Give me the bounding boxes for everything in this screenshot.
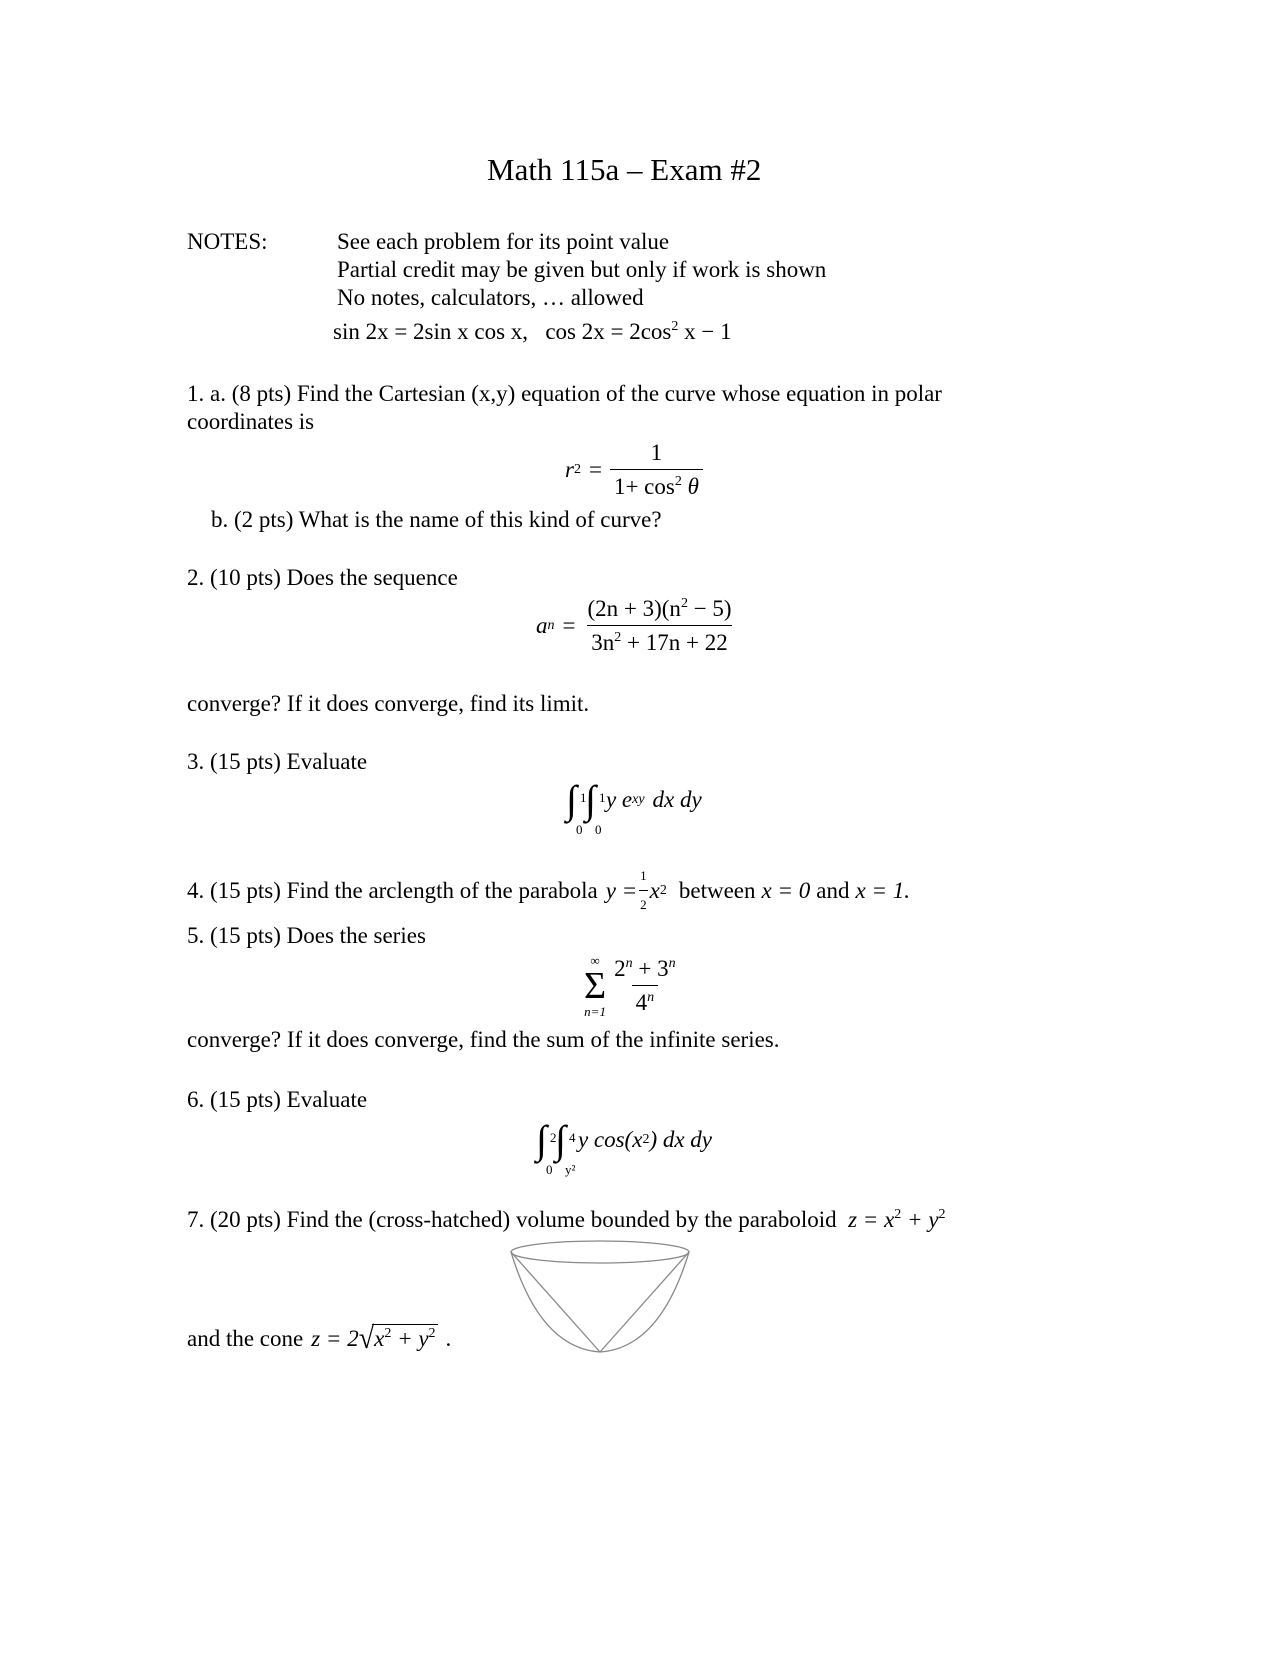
p7-rad-exp-1: 2 [384, 1326, 392, 1341]
p2-num-b: − 5) [687, 596, 732, 621]
notes-line-2: Partial credit may be given but only if work is shown [337, 257, 827, 282]
p2-lhs: a [536, 613, 548, 638]
p3-diff: dx dy [652, 787, 702, 812]
figure-cone-left [511, 1252, 600, 1352]
figure-cone-right [600, 1252, 689, 1352]
p1-den-var: θ [687, 474, 699, 499]
p7-rad-a: x [374, 1326, 385, 1351]
p3-lower-1: 0 [576, 822, 583, 837]
p7-eq1-b: + y [901, 1207, 939, 1232]
p5-den-exp: n [647, 990, 655, 1005]
p7-sqrt-sign: √ [358, 1320, 375, 1355]
p1-lhs: r [565, 457, 574, 482]
p7-text-b: and the cone [187, 1325, 304, 1351]
problem-1-equation: r 2 = $\frac{1}{1+ \cos^2 \theta}$ [565, 440, 703, 500]
problem-2-text-2: converge? If it does converge, find its limit. [187, 691, 590, 716]
problem-5-text-2: converge? If it does converge, find the sum of the infinite series. [187, 1027, 780, 1052]
p6-upper-1: 2 [550, 1130, 557, 1145]
figure-paraboloid-outline [511, 1252, 689, 1352]
p6-lower-2: y² [564, 1162, 576, 1177]
p1-den-text: 1+ cos [613, 474, 675, 499]
p6-integrand-b: ) dx dy [649, 1127, 713, 1152]
p7-eq1-exp-2: 2 [938, 1207, 946, 1222]
p1-eq: = [588, 457, 602, 482]
p2-den-exp: 2 [614, 630, 622, 645]
p5-den [632, 985, 659, 1016]
p5-num-exp-1: n [625, 956, 633, 971]
p7-eq1-exp-1: 2 [894, 1207, 902, 1222]
p4-half [639, 862, 648, 919]
p5-sum-lower: n=1 [584, 1004, 606, 1019]
p3-upper-2: 1 [598, 790, 606, 805]
problem-7-cone-text [187, 1320, 452, 1355]
problem-5-series [584, 954, 680, 1018]
p4-and: and [816, 877, 850, 903]
p2-den [587, 625, 731, 656]
p6-integral-sign-2: ∫ 4 y² [555, 1120, 566, 1160]
p5-sigma: Σ [584, 965, 607, 1007]
p5-sum-upper: ∞ [590, 953, 600, 968]
notes-line-1: See each problem for its point value [337, 229, 670, 254]
problem-7-text [187, 1206, 946, 1234]
p3-integrand: y e [605, 787, 633, 812]
p6-integrand-a: y cos(x [577, 1127, 643, 1152]
figure-top-ellipse [511, 1241, 689, 1263]
problem-6-text: 6. (15 pts) Evaluate [187, 1087, 368, 1112]
p2-eq: = [562, 613, 576, 638]
problem-4-text: 4. (15 pts) Find the arclength of the parabola y = $\frac{1}{2}$ x 2 between x = 0 and x = 1. [187, 862, 910, 919]
p1-den [610, 469, 703, 500]
p7-radicand [372, 1324, 437, 1353]
p1-fraction [610, 440, 703, 500]
identity-cos-exp: 2 [671, 319, 679, 334]
identity-sin: sin 2x = 2sin x cos x, [333, 319, 529, 344]
p5-num-exp-2: n [668, 956, 676, 971]
problem-5-text: 5. (15 pts) Does the series [187, 923, 426, 948]
p2-den-b: + 17n + 22 [621, 630, 728, 655]
notes-line-3: No notes, calculators, … allowed [337, 285, 644, 310]
p5-sigma-block [584, 954, 606, 1018]
p7-eq1: z = x [848, 1207, 895, 1232]
p3-integral-sign-1: ∫ 1 0 [566, 780, 577, 820]
p4-half-num: 1 [640, 868, 647, 883]
identity-cos-rhs: x − 1 [684, 319, 732, 344]
problem-3-integral: ∫ 1 0 ∫ 1 0 y e xy dx dy [566, 780, 702, 820]
paraboloid-cone-figure [500, 1238, 700, 1358]
p4-eq-x: x [649, 877, 660, 903]
p2-num-a: (2n + 3)(n [587, 596, 681, 621]
p5-num-a: 2 [614, 956, 626, 981]
problem-1a-text-line-1: 1. a. (8 pts) Find the Cartesian (x,y) equation of the curve whose equation in polar [187, 381, 942, 406]
p6-lower-1: 0 [546, 1162, 553, 1177]
p1-num: 1 [650, 440, 663, 465]
p7-eq2-end: . [445, 1325, 452, 1351]
p7-rad-b: + y [391, 1326, 429, 1351]
problem-1a-text-line-2: coordinates is [187, 409, 315, 434]
p1-den-exp: 2 [674, 474, 682, 489]
p5-den-a: 4 [635, 990, 648, 1015]
p5-num [610, 956, 679, 985]
problem-3-text: 3. (15 pts) Evaluate [187, 749, 368, 774]
p2-num [583, 596, 735, 625]
p3-lower-2: 0 [594, 822, 602, 837]
p6-integral-sign-1: ∫ 2 0 [536, 1120, 547, 1160]
identity-cos: cos 2x = 2cos [545, 319, 672, 344]
notes-label: NOTES: [187, 229, 268, 254]
notes-identity [333, 318, 732, 346]
p7-text-a: 7. (20 pts) Find the (cross-hatched) volume bounded by the paraboloid [187, 1207, 837, 1232]
p2-den-a: 3n [591, 630, 615, 655]
p3-upper-1: 1 [580, 790, 587, 805]
p4-text-a: 4. (15 pts) Find the arclength of the parabola [187, 877, 598, 903]
p4-half-den: 2 [639, 890, 648, 919]
p2-fraction [583, 596, 735, 656]
p7-eq2-a: z = 2 [311, 1325, 359, 1351]
problem-2-equation: a n = $\frac{(2n + 3)(n^2 - 5)}{3n^2 + 17n + 22}$ [536, 596, 736, 656]
p2-num-exp: 2 [680, 596, 688, 611]
p5-fraction [610, 956, 679, 1016]
problem-1b-text: b. (2 pts) What is the name of this kind of curve? [211, 507, 662, 532]
p4-text-b: between [678, 877, 756, 903]
p4-x1: x = 1. [855, 877, 910, 903]
p6-upper-2: 4 [568, 1130, 576, 1145]
p5-num-b: + 3 [632, 956, 669, 981]
problem-2-text: 2. (10 pts) Does the sequence [187, 565, 458, 590]
p4-x0: x = 0 [761, 877, 811, 903]
p4-eq-y: y = [605, 877, 638, 903]
problem-6-integral: ∫ 2 0 ∫ 4 y² y cos(x 2 ) dx dy [536, 1120, 712, 1160]
page-title: Math 115a – Exam #2 [487, 152, 762, 187]
p7-rad-exp-2: 2 [428, 1326, 436, 1341]
p3-integral-sign-2: ∫ 1 0 [585, 780, 596, 820]
